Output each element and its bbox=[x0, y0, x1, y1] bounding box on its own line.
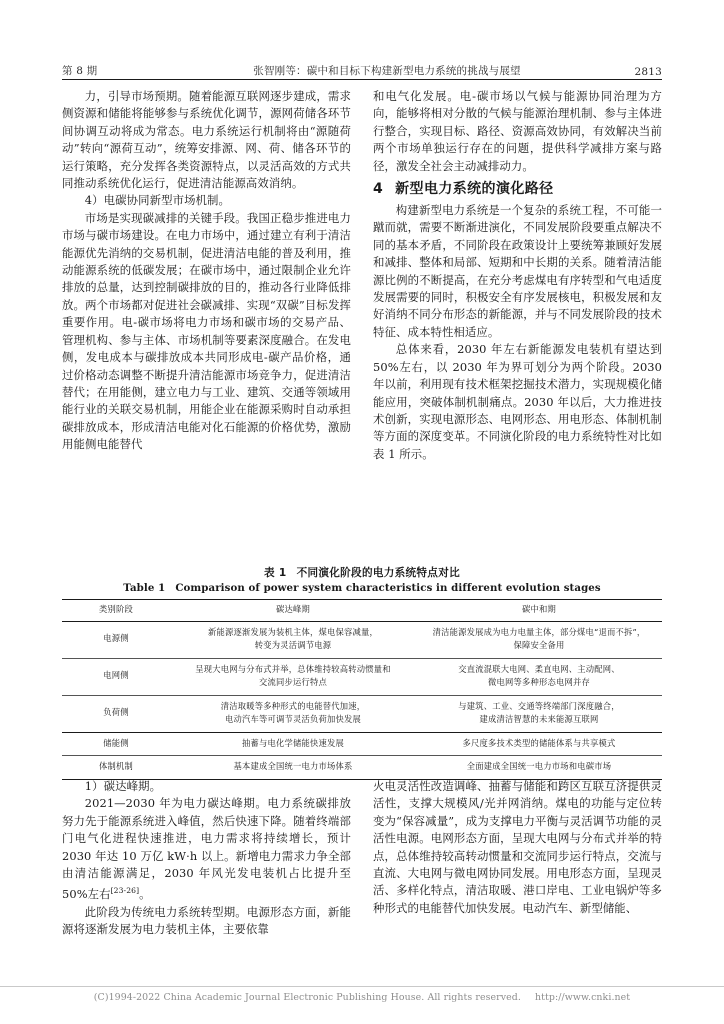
table-header-row bbox=[62, 600, 662, 622]
row-peak-line1: 清洁取暖等多种形式的电能替代加速， bbox=[220, 700, 366, 711]
row-category: 电源侧 bbox=[62, 621, 170, 658]
table-caption-cn-text: 不同演化阶段的电力系统特点对比 bbox=[296, 567, 460, 579]
row-peak-line1: 新能源逐渐发展为装机主体，煤电保容减量， bbox=[208, 626, 378, 637]
table-caption-cn bbox=[62, 566, 662, 581]
left-column bbox=[62, 88, 351, 463]
lower-left-paragraph-2 bbox=[62, 795, 351, 903]
row-neutral bbox=[416, 695, 662, 732]
table-row bbox=[62, 621, 662, 658]
table-caption-en bbox=[62, 581, 662, 596]
table-row bbox=[62, 756, 662, 780]
row-neutral: 多尺度多技术类型的储能体系与共享模式 bbox=[416, 732, 662, 756]
row-category: 负荷侧 bbox=[62, 695, 170, 732]
lower-columns bbox=[62, 778, 662, 938]
row-neutral-line2: 保障安全备用 bbox=[513, 640, 565, 650]
row-neutral-line1: 交直流混联大电网、柔直电网、主动配网、 bbox=[458, 663, 620, 674]
right-column bbox=[373, 88, 662, 463]
right-paragraph-3: 总体来看，2030 年左右新能源发电装机有望达到 50%左右，以 2030 年为界可划分为两个阶段。2030 年以前，利用现有技术框架挖掘技术潜力，实现规模化储能应用，突破体制机制痛点。2030 年以后，大力推进技术创新，实现电源形态、电网形态、用电形态、体制机制等方面的深度变革。不同演化阶段的电力系统特性对比如表 1 所示。 bbox=[373, 342, 662, 461]
footer-copyright: (C)1994-2022 China Academic Journal Electronic Publishing House. All rights reserved. bbox=[93, 992, 521, 1003]
running-head-issue: 第 8 期 bbox=[62, 65, 98, 77]
row-peak-line2: 电动汽车等可调节灵活负荷加快发展 bbox=[225, 714, 361, 724]
left-paragraph-1: 力，引导市场预期。随着能源互联网逐步建成，需求侧资源和储能将能够参与系统优化调节，源网荷储各环节间协调互动将成为常态。电力系统运行机制将由“源随荷动”转向“源荷互动”，统筹安排源、网、荷、储各环节的运行策略，充分发挥各类资源特点，以灵活高效的方式共同推动系统优化运行，促进清洁能源高效消纳。 bbox=[62, 89, 351, 191]
section-title: 新型电力系统的演化路径 bbox=[395, 181, 554, 198]
table-head bbox=[62, 600, 662, 622]
table-block bbox=[62, 566, 662, 780]
table-row bbox=[62, 732, 662, 756]
lower-left-paragraph-3: 此阶段为传统电力系统转型期。电源形态方面，新能源将逐渐发展为电力装机主体，主要依靠 bbox=[62, 904, 351, 937]
row-category: 电网侧 bbox=[62, 658, 170, 695]
lower-left-column bbox=[62, 778, 351, 938]
row-category: 体制机制 bbox=[62, 756, 170, 780]
table-header-peak: 碳达峰期 bbox=[170, 600, 416, 622]
row-neutral-line1: 清洁能源发展成为电力电量主体，部分煤电“退而不拆”， bbox=[432, 626, 646, 637]
row-peak-line2: 转变为灵活调节电源 bbox=[254, 640, 332, 650]
row-peak bbox=[170, 695, 416, 732]
left-paragraph-2: 4）电碳协同新型市场机制。 bbox=[84, 193, 231, 208]
citation-reference: [23-26] bbox=[110, 886, 140, 896]
running-head-page: 2813 bbox=[634, 66, 662, 78]
comparison-table bbox=[62, 599, 662, 780]
table-number-cn: 表 1 bbox=[264, 567, 287, 579]
upper-columns bbox=[62, 88, 662, 463]
row-peak: 抽蓄与电化学储能快速发展 bbox=[170, 732, 416, 756]
table-number-en: Table 1 bbox=[123, 582, 166, 594]
row-neutral: 全面建成全国统一电力市场和电碳市场 bbox=[416, 756, 662, 780]
row-peak: 基本建成全国统一电力市场体系 bbox=[170, 756, 416, 780]
row-neutral-line1: 与建筑、工业、交通等终端部门深度融合， bbox=[458, 700, 620, 711]
table-header-category: 类别阶段 bbox=[62, 600, 170, 622]
running-head bbox=[62, 58, 662, 78]
lower-right-paragraph-1: 火电灵活性改造调峰、抽蓄与储能和跨区互联互济提供灵活性，支撑大规模风/光并网消纳。煤电的功能与定位转变为“保容减量”，成为支撑电力平衡与灵活调节功能的灵活性电源。电网形态方面，呈现大电网与分布式并举的特点，总体维持较高转动惯量和交流同步运行特点，交流与直流、大电网与微电网协同发展。用电形态方面，呈现灵活、多样化特点，清洁取暖、港口岸电、工业电锅炉等多种形式的电能替代加快发展。电动汽车、新型储能、 bbox=[373, 779, 662, 915]
table-header-neutral: 碳中和期 bbox=[416, 600, 662, 622]
footer bbox=[0, 992, 724, 1003]
right-paragraph-2: 构建新型电力系统是一个复杂的系统工程，不可能一蹴而就，需要不断渐进演化，不同发展阶段要重点解决不同的基本矛盾，不同阶段在政策设计上要统筹兼顾好发展和减排、整体和局部、短期和中长期的关系。随着清洁能源比例的不断提高，在充分考虑煤电有序转型和气电适度发展需要的同时，积极安全有序发展核电，积极发展和友好消纳不同分布形态的新能源，并与不同发展阶段的技术特征、成本特性相适应。 bbox=[373, 203, 662, 339]
row-neutral-line2: 微电网等多种形态电网并存 bbox=[488, 677, 590, 687]
row-neutral-line2: 建成清洁智慧的未来能源互联网 bbox=[479, 714, 599, 724]
footer-url[interactable]: http://www.cnki.net bbox=[534, 992, 631, 1003]
row-neutral bbox=[416, 658, 662, 695]
section-heading bbox=[373, 178, 662, 200]
table-row bbox=[62, 695, 662, 732]
right-paragraph-1: 和电气化发展。电-碳市场以气候与能源协同治理为方向，能够将相对分散的气候与能源治理机制、参与主体进行整合，实现目标、路径、资源高效协同，有效解决当前两个市场单独运行存在的问题，提供科学减排方案与路径，激发全社会主动减排动力。 bbox=[373, 89, 662, 173]
row-peak bbox=[170, 621, 416, 658]
section-number: 4 bbox=[373, 181, 384, 198]
running-head-title: 张智刚等：碳中和目标下构建新型电力系统的挑战与展望 bbox=[253, 65, 521, 77]
row-peak-line2: 交流同步运行特点 bbox=[259, 677, 327, 687]
lower-left-paragraph-2-end: 。 bbox=[139, 887, 151, 902]
lower-left-paragraph-1: 1）碳达峰期。 bbox=[84, 779, 162, 793]
row-neutral bbox=[416, 621, 662, 658]
running-head-rule bbox=[62, 79, 662, 80]
footer-divider bbox=[0, 986, 724, 987]
row-peak bbox=[170, 658, 416, 695]
left-paragraph-3: 市场是实现碳减排的关键手段。我国正稳步推进电力市场与碳市场建设。在电力市场中，通过建立有利于清洁能源优先消纳的交易机制，促进清洁电能的普及利用，推动能源系统的低碳发展；在碳市场中，通过限制企业允许排放的总量，达到控制碳排放的目的，推动各行业降低排放。两个市场都对促进社会碳减排、实现“双碳”目标发挥重要作用。电-碳市场将电力市场和碳市场的交易产品、管理机构、参与主体、市场机制等要素深度融合。在发电侧，发电成本与碳排放成本共同形成电-碳产品价格，通过价格动态调整不断提升清洁能源市场竞争力，促进清洁替代；在用能侧，建立电力与工业、建筑、交通等领域用能行业的关联交易机制，用能企业在能源采购时自动承担碳排放成本，形成清洁电能对化石能源的价格优势，激励用能侧电能替代 bbox=[62, 210, 351, 452]
row-peak-line1: 呈现大电网与分布式并举，总体维持较高转动惯量和 bbox=[195, 663, 391, 674]
row-category: 储能侧 bbox=[62, 732, 170, 756]
table-body bbox=[62, 621, 662, 779]
table-caption-en-text: Comparison of power system characteristics in different evolution stages bbox=[175, 582, 601, 594]
lower-right-column bbox=[373, 778, 662, 938]
table-row bbox=[62, 658, 662, 695]
lower-left-paragraph-2-text: 2021—2030 年为电力碳达峰期。电力系统碳排放努力先于能源系统进入峰值，然后快速下降。随着终端部门电气化进程快速推进，电力需求将持续增长，预计 2030 年达 10 万亿 kW·h 以上。新增电力需求力争全部由清洁能源满足，2030 年风光发电装机占比提升至 50%左右 bbox=[62, 796, 351, 902]
